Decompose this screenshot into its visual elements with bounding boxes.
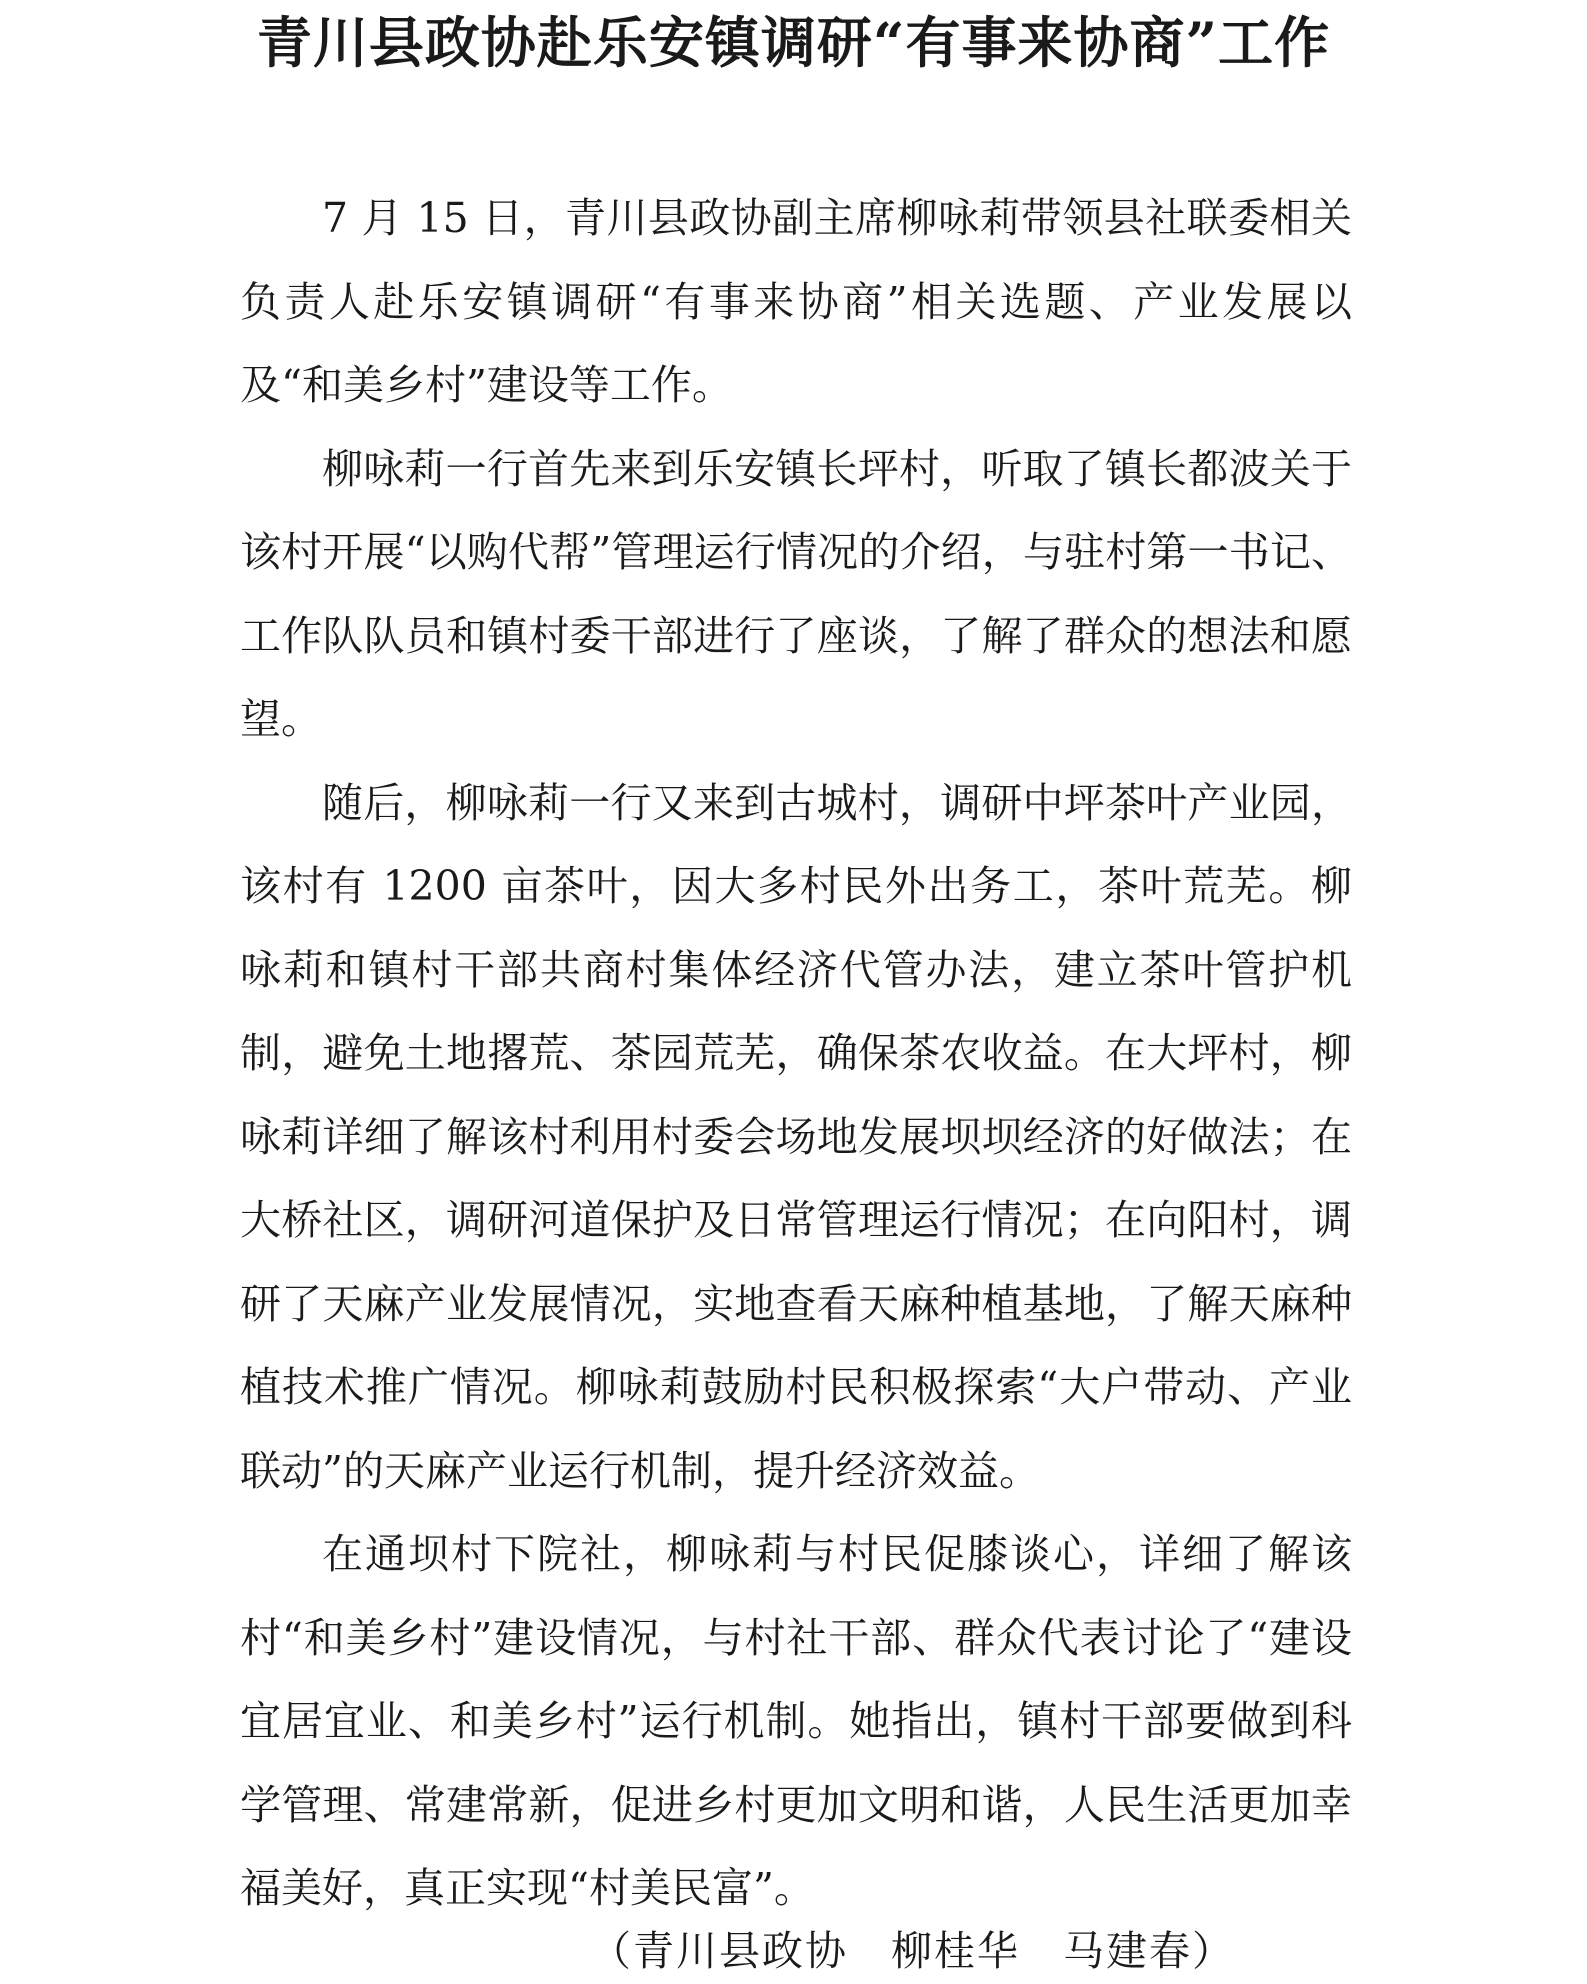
paragraph: 随后，柳咏莉一行又来到古城村，调研中坪茶叶产业园，该村有 1200 亩茶叶，因大多村民外出务工，茶叶荒芜。柳咏莉和镇村干部共商村集体经济代管办法，建立茶叶管护机制，避免土地撂荒、茶园荒芜，确保茶农收益。在大坪村，柳咏莉详细了解该村利用村委会场地发展坝坝经济的好做法；在大桥社区，调研河道保护及日常管理运行情况；在向阳村，调研了天麻产业发展情况，实地查看天麻种植基地，了解天麻种植技术推广情况。柳咏莉鼓励村民积极探索“大户带动、产业联动”的天麻产业运行机制，提升经济效益。	[240, 778, 1352, 1495]
document-title: 青川县政协赴乐安镇调研“有事来协商”工作	[256, 10, 1331, 75]
author-signature: （青川县政协 柳桂华 马建春）	[590, 1927, 1235, 1975]
article-body	[240, 177, 1352, 1931]
paragraph: 柳咏莉一行首先来到乐安镇长坪村，听取了镇长都波关于该村开展“以购代帮”管理运行情况的介绍，与驻村第一书记、工作队队员和镇村委干部进行了座谈，了解了群众的想法和愿望。	[240, 444, 1352, 743]
paragraph: 7 月 15 日，青川县政协副主席柳咏莉带领县社联委相关负责人赴乐安镇调研“有事来协商”相关选题、产业发展以及“和美乡村”建设等工作。	[240, 194, 1352, 409]
paragraph: 在通坝村下院社，柳咏莉与村民促膝谈心，详细了解该村“和美乡村”建设情况，与村社干部、群众代表讨论了“建设宜居宜业、和美乡村”运行机制。她指出，镇村干部要做到科学管理、常建常新，促进乡村更加文明和谐，人民生活更加幸福美好，真正实现“村美民富”。	[240, 1530, 1352, 1912]
